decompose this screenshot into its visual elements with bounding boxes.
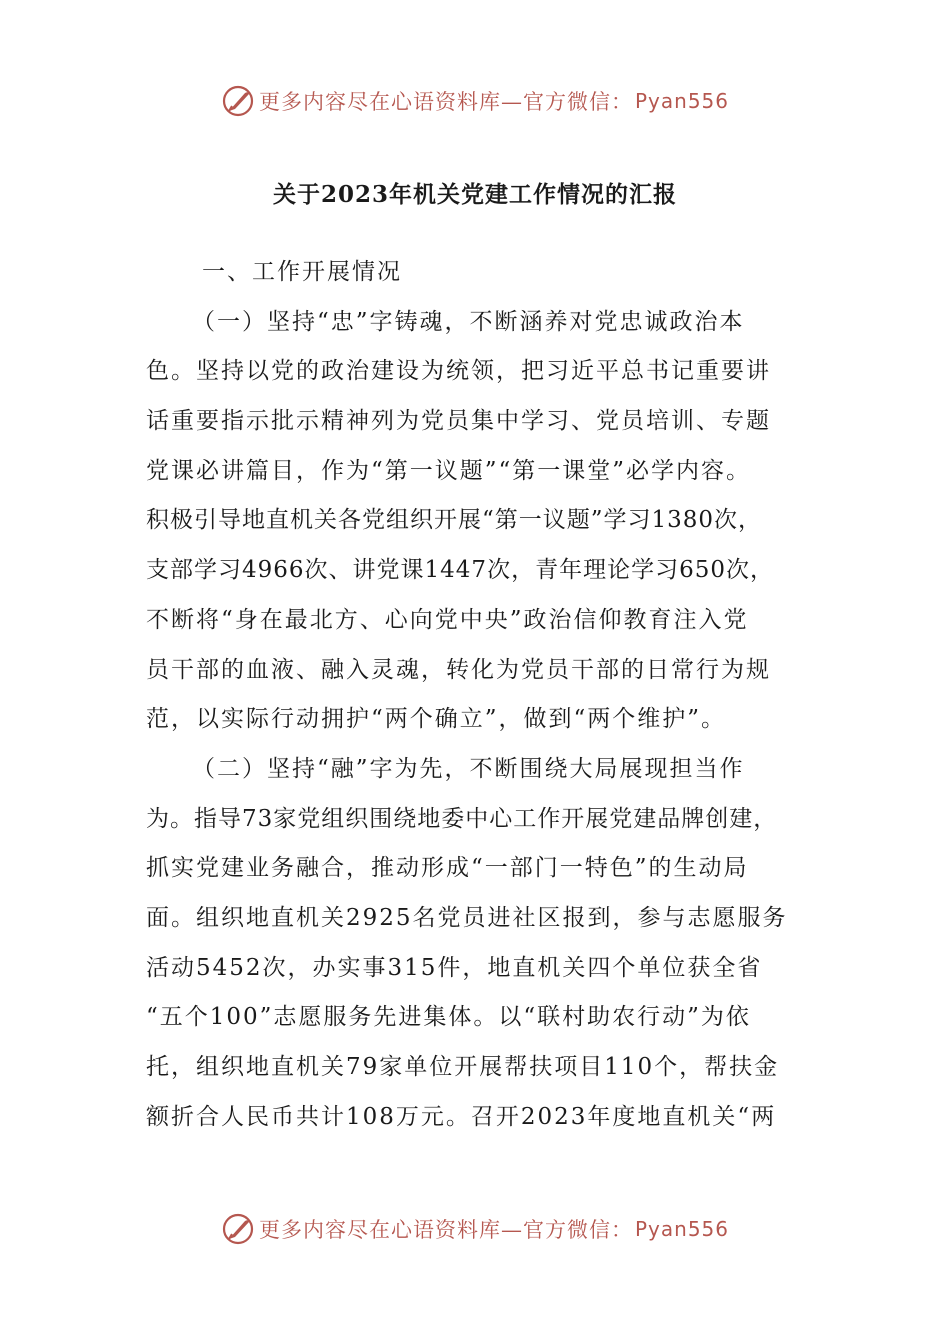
document-title: 关于2023年机关党建工作情况的汇报	[272, 181, 677, 208]
paragraph-line: 抓实党建业务融合，推动形成“一部门一特色”的生动局	[146, 855, 749, 882]
paragraph-line: 不断将“身在最北方、心向党中央”政治信仰教育注入党	[146, 606, 749, 633]
footer-watermark	[0, 1212, 950, 1246]
paragraph-line: 党课必讲篇目，作为“第一议题”“第一课堂”必学内容。	[146, 457, 752, 484]
quill-logo-icon	[221, 1212, 255, 1246]
paragraph-line: 色。坚持以党的政治建设为统领，把习近平总书记重要讲	[146, 358, 771, 385]
paragraph-line: 话重要指示批示精神列为党员集中学习、党员培训、专题	[146, 408, 771, 435]
header-watermark	[0, 84, 950, 118]
paragraph-line: 面。组织地直机关2925名党员进社区报到，参与志愿服务	[146, 904, 788, 931]
paragraph-line: 员干部的血液、融入灵魂，转化为党员干部的日常行为规	[146, 656, 771, 683]
paragraph-line: （一）坚持“忠”字铸魂，不断涵养对党忠诚政治本	[192, 308, 745, 335]
watermark-wechat-id: Pyan556	[634, 89, 729, 113]
paragraph-line: 范，以实际行动拥护“两个确立”，做到“两个维护”。	[146, 706, 727, 733]
paragraph-line: 为。指导73家党组织围绕地委中心工作开展党建品牌创建，	[146, 805, 778, 832]
paragraph-line: “五个100”志愿服务先进集体。以“联村助农行动”为依	[146, 1004, 751, 1031]
watermark-wechat-id: Pyan556	[634, 1217, 729, 1241]
watermark-text: 更多内容尽在心语资料库—官方微信：	[258, 90, 633, 114]
watermark-text: 更多内容尽在心语资料库—官方微信：	[258, 1218, 633, 1242]
section-heading: 一、工作开展情况	[202, 259, 402, 285]
paragraph-line: 支部学习4966次、讲党课1447次，青年理论学习650次，	[146, 557, 774, 584]
paragraph-line: 积极引导地直机关各党组织开展“第一议题”学习1380次，	[146, 507, 763, 534]
document-body	[146, 248, 806, 1142]
paragraph-line: （二）坚持“融”字为先，不断围绕大局展现担当作	[192, 755, 745, 782]
paragraph-line: 额折合人民币共计108万元。召开2023年度地直机关“两	[146, 1103, 777, 1130]
paragraph-line: 活动5452次，办实事315件，地直机关四个单位获全省	[146, 954, 763, 981]
paragraph-line: 托，组织地直机关79家单位开展帮扶项目110个，帮扶金	[146, 1054, 780, 1080]
quill-logo-icon	[221, 84, 255, 118]
